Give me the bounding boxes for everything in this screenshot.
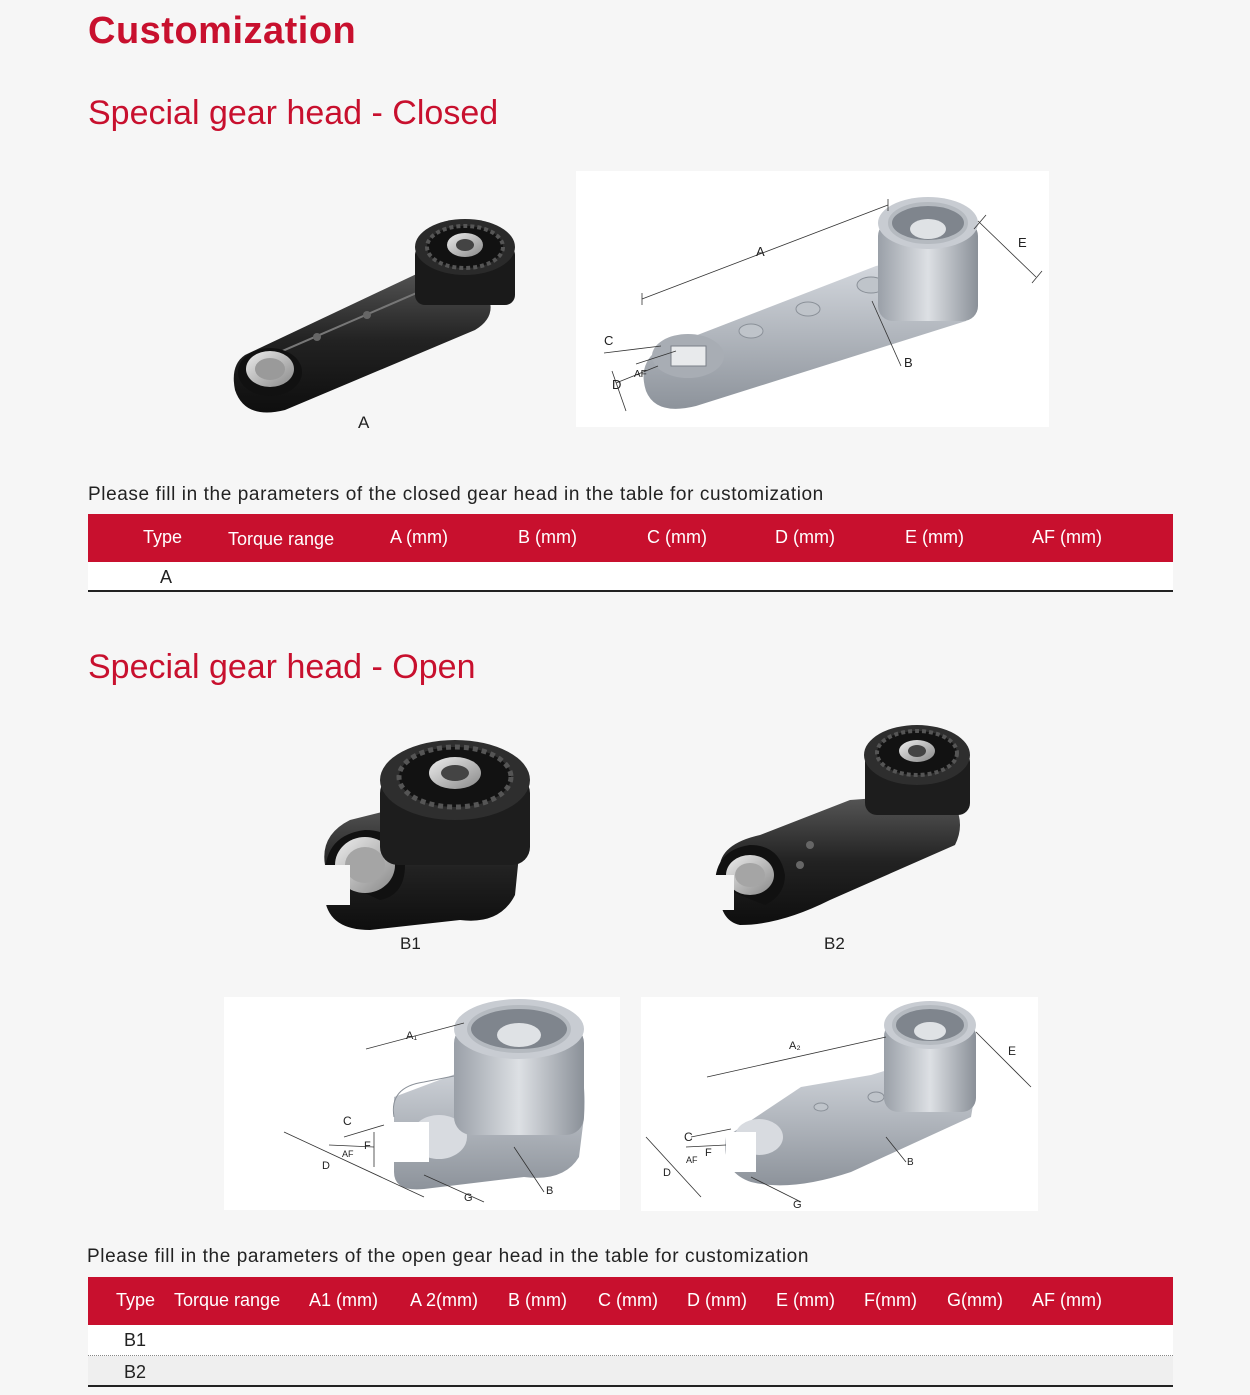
closed-dim-label-c: C <box>604 333 614 348</box>
closed-col-type: Type <box>143 527 183 547</box>
open-col-type: Type <box>116 1290 156 1310</box>
open-gear-head-b1-photo <box>310 725 540 935</box>
page-title: Customization <box>88 10 357 52</box>
closed-dim-label-a: A <box>756 244 765 259</box>
closed-dim-label-b: B <box>904 355 913 370</box>
open1-dim-label-c: C <box>343 1114 352 1128</box>
open-col-af: AF (mm) <box>1032 1290 1102 1310</box>
closed-row-type-a: A <box>160 567 173 587</box>
open1-dim-label-d: D <box>322 1160 330 1172</box>
open-col-b: B (mm) <box>508 1290 567 1310</box>
open-instruction: Please fill in the parameters of the open gear head in the table for customization <box>87 1246 809 1267</box>
closed-dimension-diagram <box>576 171 1049 427</box>
open2-dim-label-d: D <box>663 1167 671 1179</box>
closed-instruction: Please fill in the parameters of the closed gear head in the table for customization <box>88 484 824 505</box>
closed-col-af: AF (mm) <box>1032 527 1102 547</box>
open-gear-head-b2-photo <box>700 725 980 935</box>
open-col-e: E (mm) <box>776 1290 835 1310</box>
closed-dim-label-e: E <box>1018 235 1027 250</box>
closed-col-torque: Torque range <box>228 529 335 549</box>
open-col-g: G(mm) <box>947 1290 1003 1310</box>
open-col-a1: A1 (mm) <box>309 1290 378 1310</box>
closed-parameters-table <box>88 514 1173 592</box>
open-photo-caption-b1: B1 <box>400 934 421 953</box>
closed-col-a: A (mm) <box>390 527 448 547</box>
open-col-f: F(mm) <box>864 1290 917 1310</box>
open2-dim-label-a: A₂ <box>789 1040 801 1052</box>
open2-dim-label-c: C <box>684 1130 693 1144</box>
open-row-type-b1: B1 <box>124 1330 147 1350</box>
open1-dim-label-g: G <box>464 1192 473 1204</box>
open-col-d: D (mm) <box>687 1290 747 1310</box>
table-row <box>88 1325 1173 1356</box>
open-photo-caption-b2: B2 <box>824 934 845 953</box>
open-col-c: C (mm) <box>598 1290 658 1310</box>
open-table-header <box>88 1277 1173 1325</box>
open-col-a2: A 2(mm) <box>410 1290 479 1310</box>
closed-dim-label-d: D <box>612 377 622 392</box>
closed-gear-head-photo <box>225 215 525 420</box>
closed-table-header <box>88 514 1173 562</box>
open-dimension-diagram-b2 <box>641 997 1038 1211</box>
closed-dim-label-af: AF <box>634 369 647 380</box>
open1-dim-label-af: AF <box>342 1149 354 1159</box>
open-dimension-diagram-b1 <box>224 997 620 1210</box>
open-col-torque: Torque range <box>174 1290 281 1310</box>
open2-dim-label-af: AF <box>686 1155 698 1165</box>
open-parameters-table <box>88 1277 1173 1387</box>
open2-dim-label-g: G <box>793 1199 802 1211</box>
open-section-heading: Special gear head - Open <box>88 648 476 686</box>
closed-col-c: C (mm) <box>647 527 707 547</box>
open2-dim-label-e: E <box>1008 1044 1017 1058</box>
open1-dim-label-b: B <box>546 1185 554 1197</box>
table-row <box>88 1356 1173 1387</box>
open1-dim-label-a: A₁ <box>406 1030 418 1042</box>
closed-col-b: B (mm) <box>518 527 577 547</box>
closed-col-d: D (mm) <box>775 527 835 547</box>
closed-col-e: E (mm) <box>905 527 964 547</box>
open2-dim-label-b: B <box>907 1157 914 1168</box>
closed-section-heading: Special gear head - Closed <box>88 94 499 132</box>
open2-dim-label-f: F <box>705 1147 712 1159</box>
closed-photo-caption: A <box>358 413 370 432</box>
open-row-type-b2: B2 <box>124 1362 147 1382</box>
open1-dim-label-f: F <box>364 1140 371 1152</box>
table-row <box>88 562 1173 592</box>
